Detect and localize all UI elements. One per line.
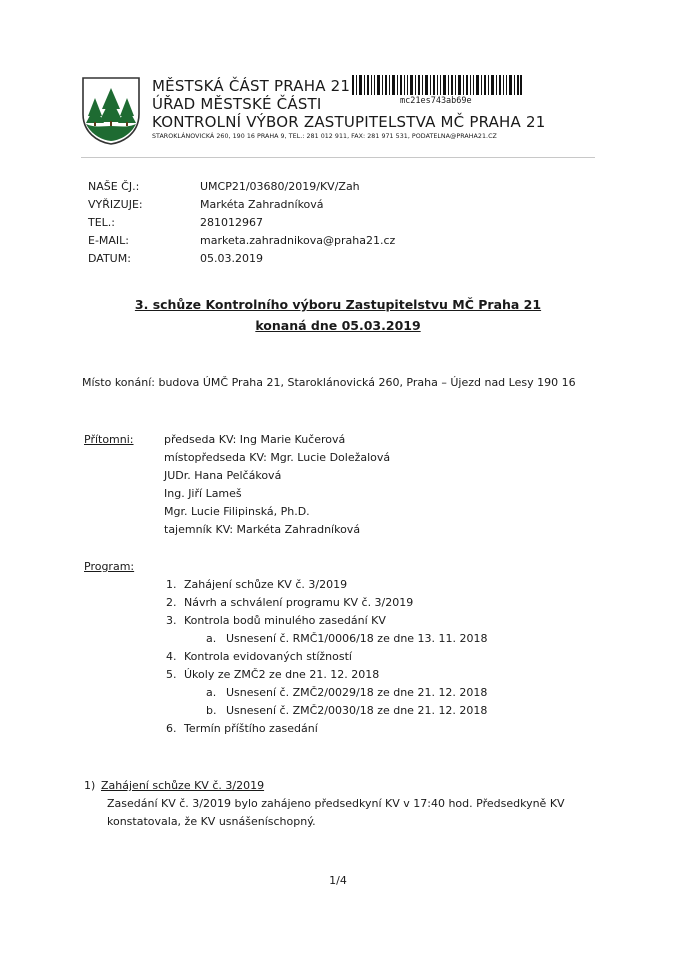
header-office: ÚŘAD MĚSTSKÉ ČÁSTI bbox=[152, 95, 322, 113]
email-value: marketa.zahradnikova@praha21.cz bbox=[200, 234, 396, 247]
barcode-id: mc21es743ab69e bbox=[400, 96, 472, 106]
program-item-number: 5. bbox=[166, 668, 177, 681]
attendees-label: Přítomni: bbox=[84, 433, 134, 446]
document-subtitle: konaná dne 05.03.2019 bbox=[255, 318, 421, 333]
program-item-number: 6. bbox=[166, 722, 177, 735]
program-item-text: Kontrola bodů minulého zasedání KV bbox=[184, 614, 386, 627]
attendee-item: tajemník KV: Markéta Zahradníková bbox=[164, 523, 361, 536]
document-title: 3. schůze Kontrolního výboru Zastupitelstvu MČ Praha 21 bbox=[134, 297, 542, 312]
page-number: 1/4 bbox=[329, 874, 347, 887]
program-item-number: 2. bbox=[166, 596, 177, 609]
header-divider bbox=[81, 157, 595, 158]
ref-number-value: UMCP21/03680/2019/KV/Zah bbox=[200, 180, 360, 193]
program-item-number: 3. bbox=[166, 614, 177, 627]
program-item-text: Kontrola evidovaných stížností bbox=[184, 650, 352, 663]
program-item-text: Úkoly ze ZMČ2 ze dne 21. 12. 2018 bbox=[184, 668, 380, 681]
phone-value: 281012967 bbox=[200, 216, 263, 229]
handled-by-label: VYŘIZUJE: bbox=[88, 198, 143, 211]
meeting-location: Místo konání: budova ÚMČ Praha 21, Staroklánovická 260, Praha – Újezd nad Lesy 190 16 bbox=[82, 376, 576, 389]
email-label: E-MAIL: bbox=[88, 234, 130, 247]
program-item-number: 4. bbox=[166, 650, 177, 663]
document-barcode bbox=[352, 75, 522, 95]
date-label: DATUM: bbox=[88, 252, 131, 265]
program-subitem-letter: a. bbox=[206, 632, 217, 645]
program-subitem-text: Usnesení č. ZMČ2/0029/18 ze dne 21. 12. 2018 bbox=[226, 686, 488, 699]
program-subitem-text: Usnesení č. RMČ1/0006/18 ze dne 13. 11. 2018 bbox=[226, 632, 488, 645]
program-subitem-text: Usnesení č. ZMČ2/0030/18 ze dne 21. 12. 2018 bbox=[226, 704, 488, 717]
program-subitem-letter: a. bbox=[206, 686, 217, 699]
program-item-text: Návrh a schválení programu KV č. 3/2019 bbox=[184, 596, 414, 609]
handled-by-value: Markéta Zahradníková bbox=[200, 198, 324, 211]
section-number: 1) bbox=[84, 779, 96, 792]
ref-number-label: NAŠE ČJ.: bbox=[88, 180, 140, 193]
program-item-text: Zahájení schůze KV č. 3/2019 bbox=[184, 578, 348, 591]
section-heading: Zahájení schůze KV č. 3/2019 bbox=[101, 779, 265, 792]
header-address: STAROKLÁNOVICKÁ 260, 190 16 PRAHA 9, TEL.: 281 012 911, FAX: 281 971 531, PODATELNA@PRAHA21.CZ bbox=[152, 133, 497, 140]
municipal-coat-of-arms-logo bbox=[81, 76, 141, 146]
attendee-item: předseda KV: Ing Marie Kučerová bbox=[164, 433, 346, 446]
attendee-item: JUDr. Hana Pelčáková bbox=[164, 469, 282, 482]
phone-label: TEL.: bbox=[88, 216, 116, 229]
attendee-item: místopředseda KV: Mgr. Lucie Doležalová bbox=[164, 451, 391, 464]
header-municipality: MĚSTSKÁ ČÁST PRAHA 21 bbox=[152, 77, 351, 95]
section-body-line: konstatovala, že KV usnášeníschopný. bbox=[107, 815, 316, 828]
program-subitem-letter: b. bbox=[206, 704, 217, 717]
program-label: Program: bbox=[84, 560, 135, 573]
attendee-item: Mgr. Lucie Filipinská, Ph.D. bbox=[164, 505, 310, 518]
date-value: 05.03.2019 bbox=[200, 252, 263, 265]
program-item-number: 1. bbox=[166, 578, 177, 591]
program-item-text: Termín příštího zasedání bbox=[184, 722, 318, 735]
header-committee: KONTROLNÍ VÝBOR ZASTUPITELSTVA MČ PRAHA 21 bbox=[152, 113, 546, 131]
section-body-line: Zasedání KV č. 3/2019 bylo zahájeno předsedkyní KV v 17:40 hod. Předsedkyně KV bbox=[107, 797, 565, 810]
attendee-item: Ing. Jiří Lameš bbox=[164, 487, 242, 500]
